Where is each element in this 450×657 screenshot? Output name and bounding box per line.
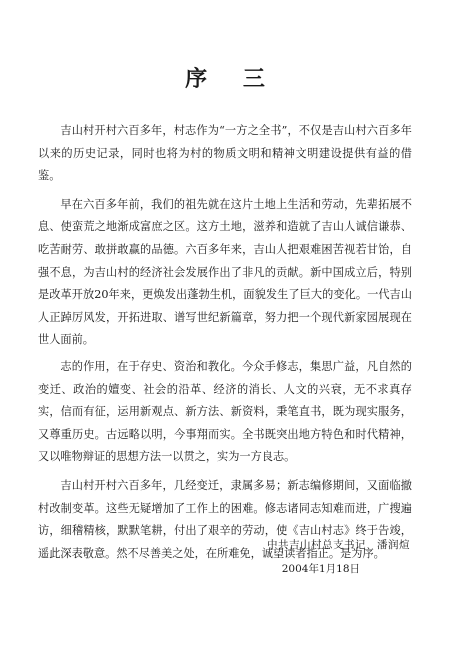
- page-title: 序 三: [185, 66, 279, 92]
- preface-body: [38, 120, 412, 571]
- paragraph-4: 吉山村开村六百多年，几经变迁，隶属多易；新志编修期间，又面临撤村改制变革。这些无疑增加了工作上的困难。修志诸同志知难而进，广搜遍访，细稽精核，默默笔耕，付出了艰辛的劳动，使《吉山村志》终于告竣，遥此深表敬意。然不尽善美之处，在所难免，诚望读者指正。是为序。: [38, 478, 412, 560]
- paragraph-1: 吉山村开村六百多年，村志作为“一方之全书”，不仅是吉山村六百多年以来的历史记录，同时也将为村的物质文明和精神文明建设提供有益的借鉴。: [38, 124, 412, 183]
- date-line: 2004年1月18日: [281, 563, 360, 575]
- paragraph-2: 早在六百多年前，我们的祖先就在这片土地上生活和劳动，先辈拓展不息、使蛮荒之地渐成富庶之区。这方土地，滋养和造就了吉山人诚信谦恭、吃苦耐劳、敢拼敢赢的品德。六百多年来，吉山人把艰难困苦视若甘饴，自强不息，为吉山村的经济社会发展作出了非凡的贡献。新中国成立后，特别是改革开放20年来，更焕发出蓬勃生机，面貌发生了巨大的变化。一代吉山人正踔厉风发，开拓进取、谱写世纪新篇章，努力把一个现代新家园展现在世人面前。: [38, 197, 412, 347]
- paragraph-3: 志的作用，在于存史、资治和教化。今众手修志，集思广益，凡自然的变迁、政治的嬗变、社会的沿革、经济的消长、人文的兴衰，无不求真存实，信而有征，运用新观点、新方法、新资料，秉笔直书，既为现实服务，又尊重历史。古远略以明，今事翔而实。全书既突出地方特色和时代精神，又以唯物辩证的思想方法一以贯之，实为一方良志。: [38, 359, 412, 464]
- author-signature: 中共吉山村总支书记 潘润煊: [267, 539, 410, 551]
